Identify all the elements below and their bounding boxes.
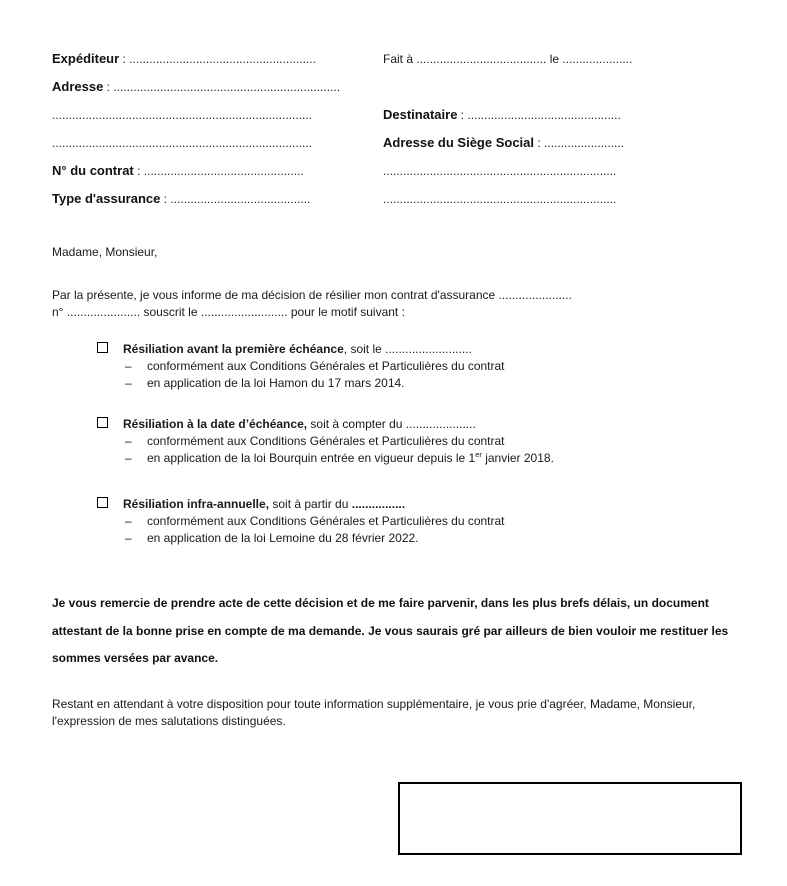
numero-contrat-dotted-line: ................................................ [143, 164, 304, 178]
request-bold-line-3: sommes versées par avance. [52, 651, 219, 665]
bullet-dash: – [125, 514, 132, 528]
expediteur-dotted-line: ........................................................ [129, 52, 316, 66]
option-checkbox[interactable] [97, 417, 108, 428]
field-separator: : [133, 164, 144, 178]
expediteur-label: Expéditeur [52, 51, 120, 66]
request-bold-line-1: Je vous remercie de prendre acte de cette décision et de me faire parvenir, dans les plus brefs délais, un document [52, 596, 709, 610]
fait-a-dotted-line: ....................................... [416, 52, 547, 66]
intro-line-2: n° ...................... souscrit le .......................... pour le motif suivant : [52, 304, 405, 319]
adresse-label: Adresse [52, 79, 104, 94]
intro-line-1: Par la présente, je vous informe de ma décision de résilier mon contrat d'assurance ...................... [52, 288, 572, 302]
numero-contrat-label: N° du contrat [52, 163, 134, 178]
expediteur-field [52, 51, 316, 67]
bullet-dash: – [125, 450, 132, 465]
option-title [123, 416, 757, 433]
option-bullets [125, 358, 757, 391]
siege-social-label: Adresse du Siège Social [383, 135, 535, 150]
option-title-bold: Résiliation infra-annuelle, [123, 497, 270, 511]
field-separator: : [103, 80, 114, 94]
option-title-bold: Résiliation à la date d’échéance, [123, 417, 308, 431]
field-separator: : [119, 52, 130, 66]
field-separator: : [457, 108, 468, 122]
option-title [123, 496, 757, 513]
resiliation-option [123, 496, 757, 546]
destinataire-label: Destinataire [383, 107, 458, 122]
option-bullet: – en application de la loi Bourquin entrée en vigueur depuis le 1er janvier 2018. [125, 449, 554, 465]
option-title [123, 341, 757, 358]
siege-social-dotted-line: ........................ [544, 136, 625, 150]
numero-contrat-field [52, 163, 304, 179]
type-assurance-field [52, 191, 310, 207]
siege-social-dotted-line-2: ...................................................................... [383, 164, 617, 178]
bullet-dash: – [125, 434, 132, 448]
le-label: le [546, 52, 563, 66]
option-bullet: – en application de la loi Lemoine du 28 février 2022. [125, 530, 419, 545]
option-checkbox[interactable] [97, 342, 108, 353]
fait-a-label: Fait à [383, 52, 417, 66]
adresse-dotted-line-3: .............................................................................. [52, 136, 313, 150]
bullet-dash: – [125, 359, 132, 373]
destinataire-field [383, 107, 621, 123]
option-date-dotted-line: .......................... [385, 342, 472, 356]
salutation: Madame, Monsieur, [52, 245, 158, 259]
option-bullet: – conformément aux Conditions Générales et Particulières du contrat [125, 359, 505, 373]
siege-social-field [383, 135, 624, 151]
contrat-num-dotted-line: ...................... [66, 304, 141, 319]
option-checkbox[interactable] [97, 497, 108, 508]
adresse-field [52, 79, 340, 95]
closing-line-1: Restant en attendant à votre disposition pour toute information supplémentaire, je vous prie d'agréer, Madame, Monsieur, [52, 697, 696, 711]
option-date-dotted-line: ................ [351, 497, 406, 511]
resiliation-option [123, 341, 757, 391]
le-dotted-line: ..................... [562, 52, 633, 66]
request-bold-line-2: attestant de la bonne prise en compte de ma demande. Je vous saurais gré par ailleurs de bien vouloir me restituer les [52, 624, 729, 638]
field-separator: : [534, 136, 545, 150]
bullet-dash: – [125, 530, 132, 545]
type-assurance-label: Type d'assurance [52, 191, 161, 206]
resiliation-option [123, 416, 757, 466]
field-separator: : [160, 192, 171, 206]
option-title-rest: soit à compter du [307, 417, 406, 431]
adresse-dotted-line-2: .............................................................................. [52, 108, 313, 122]
option-bullet: – en application de la loi Hamon du 17 mars 2014. [125, 375, 405, 390]
intro-paragraph [52, 287, 572, 320]
option-bullets [125, 433, 757, 466]
assurance-name-dotted-line: ...................... [498, 288, 572, 302]
option-date-dotted-line: ..................... [405, 417, 476, 431]
bullet-dash: – [125, 375, 132, 390]
closing-line-2: l'expression de mes salutations distinguées. [52, 714, 286, 728]
siege-social-dotted-line-3: ...................................................................... [383, 192, 617, 206]
option-bullet: – conformément aux Conditions Générales et Particulières du contrat [125, 434, 505, 448]
option-title-rest: soit à partir du [269, 497, 352, 511]
destinataire-dotted-line: .............................................. [467, 108, 621, 122]
fait-a-le-field [383, 51, 632, 67]
option-bullets [125, 513, 757, 546]
option-title-bold: Résiliation avant la première échéance [123, 342, 344, 356]
option-bullet: – conformément aux Conditions Générales et Particulières du contrat [125, 514, 505, 528]
signature-box [398, 782, 742, 855]
type-assurance-dotted-line: .......................................... [170, 192, 311, 206]
option-title-rest: , soit le [343, 342, 386, 356]
souscrit-date-dotted-line: .......................... [200, 304, 288, 319]
adresse-dotted-line: .................................................................... [113, 80, 341, 94]
